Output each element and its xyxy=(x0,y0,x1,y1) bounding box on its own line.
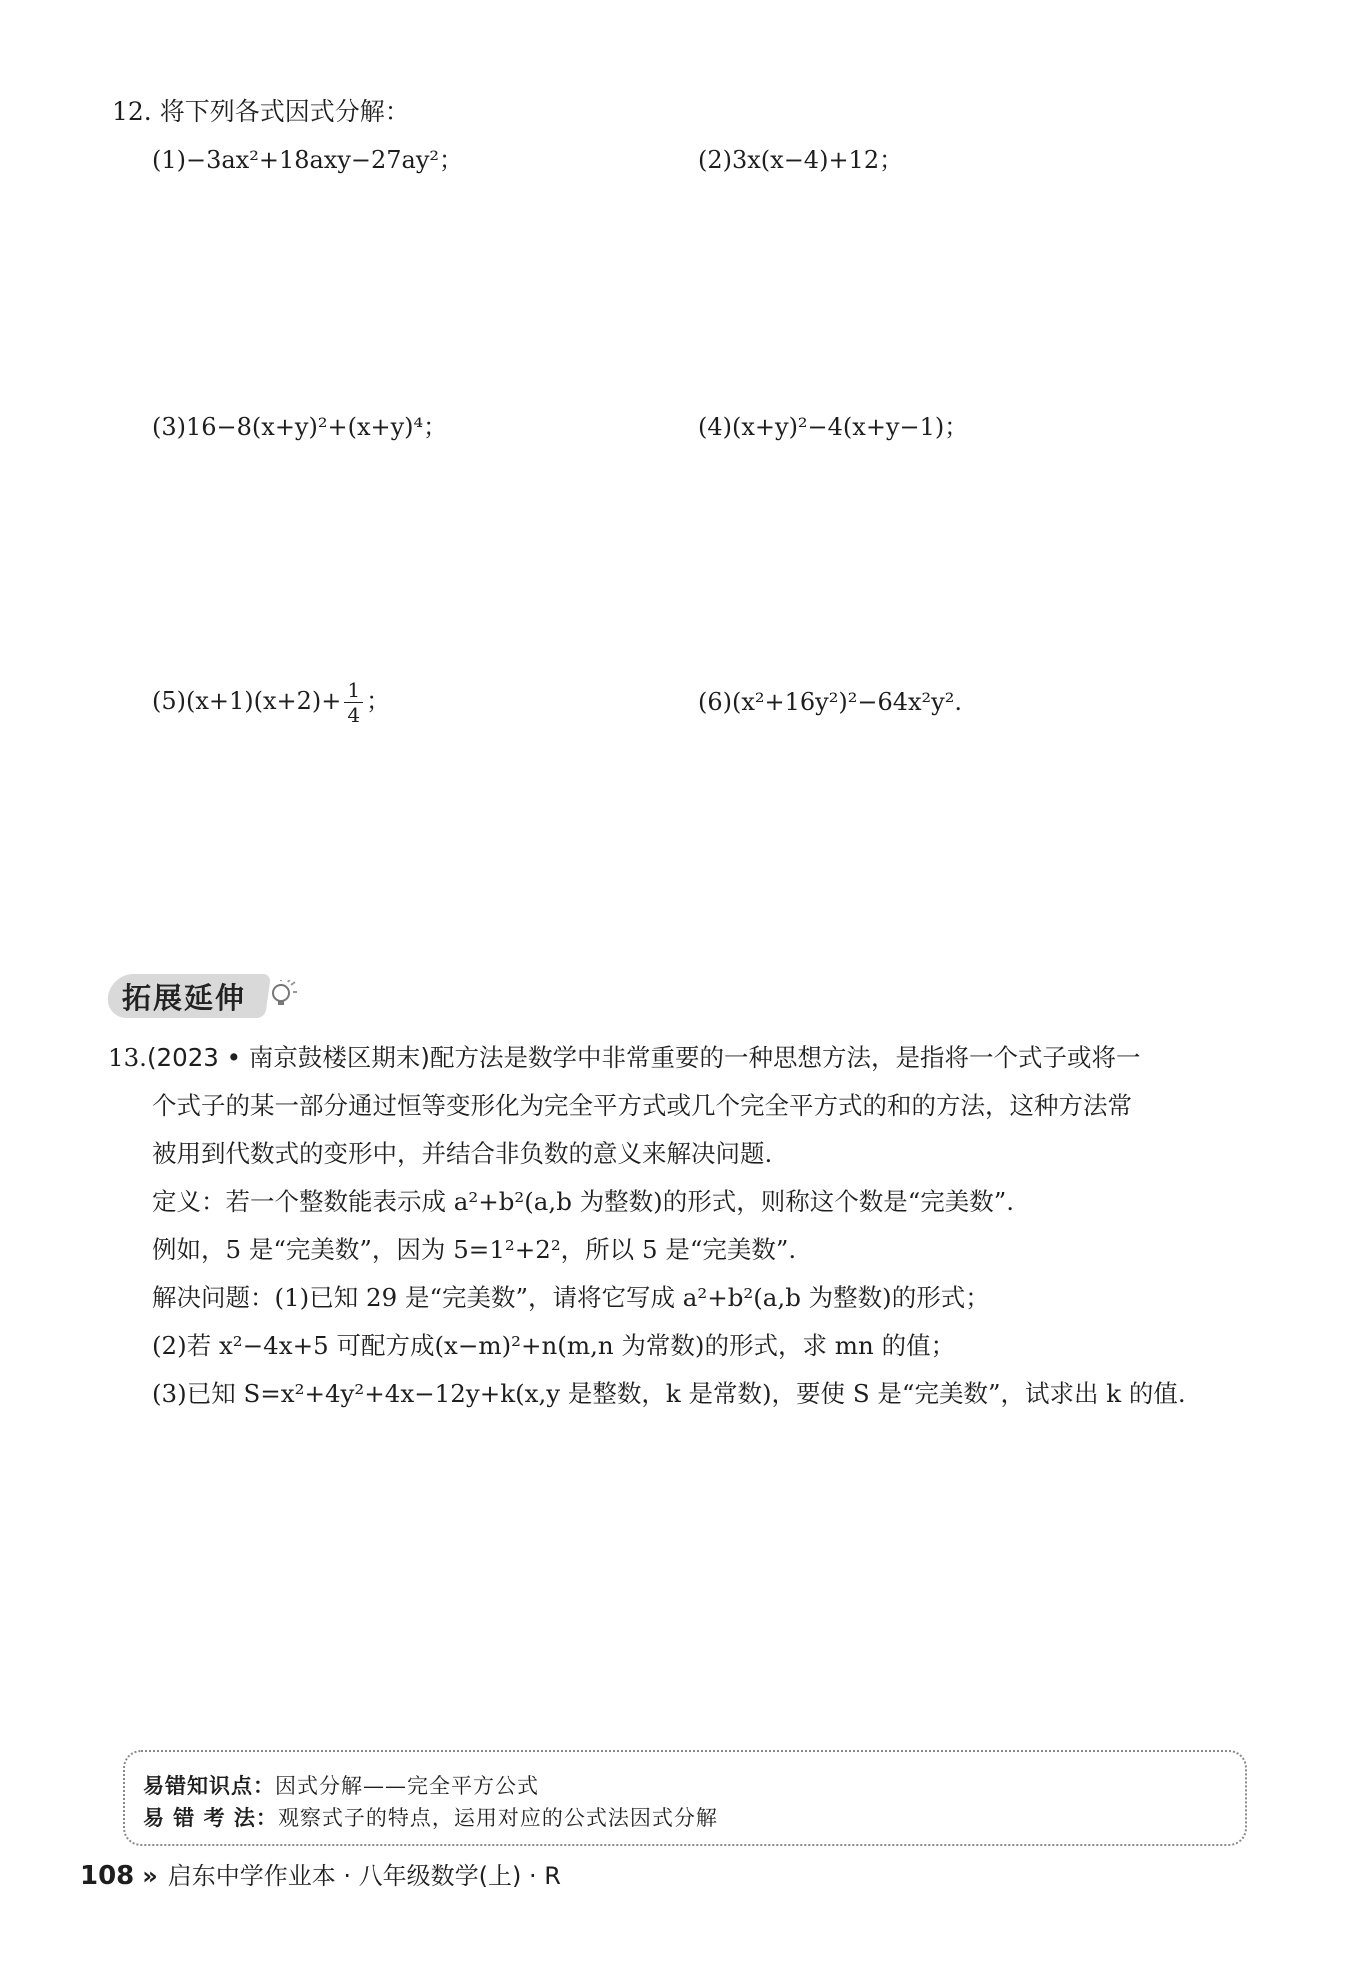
q13-part-2: (2)若 x²−4x+5 可配方成(x−m)²+n(m,n 为常数)的形式，求 mn 的值； xyxy=(152,1331,956,1360)
page-footer xyxy=(80,1856,561,1891)
q13-line-3: 被用到代数式的变形中，并结合非负数的意义来解决问题. xyxy=(152,1139,773,1168)
q12-item-5 xyxy=(152,678,390,727)
q12-item-5-tail: ； xyxy=(366,687,391,715)
q13-line-1: 配方法是数学中非常重要的一种思想方法，是指将一个式子或将一 xyxy=(429,1043,1141,1072)
tips-row-method xyxy=(143,1802,718,1832)
page-number: 108 xyxy=(80,1861,135,1891)
q12-item-3: (3)16−8(x+y)²+(x+y)⁴； xyxy=(152,413,448,441)
lightbulb-icon xyxy=(268,980,298,1010)
fraction-one-quarter xyxy=(344,678,363,727)
q13-source: (2023 • 南京鼓楼区期末) xyxy=(146,1043,430,1072)
fraction-denominator: 4 xyxy=(347,703,361,727)
section-badge-extension xyxy=(108,970,298,1020)
q12-item-6: (6)(x²+16y²)²−64x²y². xyxy=(698,688,962,716)
q13-line-2: 个式子的某一部分通过恒等变形化为完全平方式或几个完全平方式的和的方法，这种方法常 xyxy=(152,1091,1132,1120)
q13-part-1: 解决问题：(1)已知 29 是“完美数”，请将它写成 a²+b²(a,b 为整数)的形式； xyxy=(152,1283,990,1312)
fraction-numerator: 1 xyxy=(344,678,363,703)
q12-item-2: (2)3x(x−4)+12； xyxy=(698,146,904,174)
chevron-icon: » xyxy=(142,1862,158,1890)
book-title: 启东中学作业本 · 八年级数学(上) · R xyxy=(167,1862,561,1890)
q12-item-1: (1)−3ax²+18axy−27ay²； xyxy=(152,146,464,174)
tips-label-knowledge: 易错知识点： xyxy=(143,1774,275,1798)
question-12-title: 12. 将下列各式因式分解： xyxy=(112,97,410,126)
q13-definition: 定义：若一个整数能表示成 a²+b²(a,b 为整数)的形式，则称这个数是“完美数”. xyxy=(152,1187,1015,1216)
q12-item-4: (4)(x+y)²−4(x+y−1)； xyxy=(698,413,969,441)
section-title: 拓展延伸 xyxy=(122,981,247,1015)
tips-row-knowledge xyxy=(143,1770,539,1800)
tips-text-method: 观察式子的特点，运用对应的公式法因式分解 xyxy=(277,1806,718,1830)
q12-item-5-expr: (5)(x+1)(x+2)+ xyxy=(152,687,342,715)
q13-part-3: (3)已知 S=x²+4y²+4x−12y+k(x,y 是整数，k 是常数)，要使 S 是“完美数”，试求出 k 的值. xyxy=(152,1379,1186,1408)
q13-number: 13. xyxy=(108,1043,147,1072)
q13-example: 例如，5 是“完美数”，因为 5=1²+2²，所以 5 是“完美数”. xyxy=(152,1235,797,1264)
tips-text-knowledge: 因式分解——完全平方公式 xyxy=(275,1774,539,1798)
q13-first-line xyxy=(108,1034,1140,1082)
tips-label-method: 易 错 考 法： xyxy=(143,1806,278,1830)
error-tips-box xyxy=(123,1750,1247,1846)
